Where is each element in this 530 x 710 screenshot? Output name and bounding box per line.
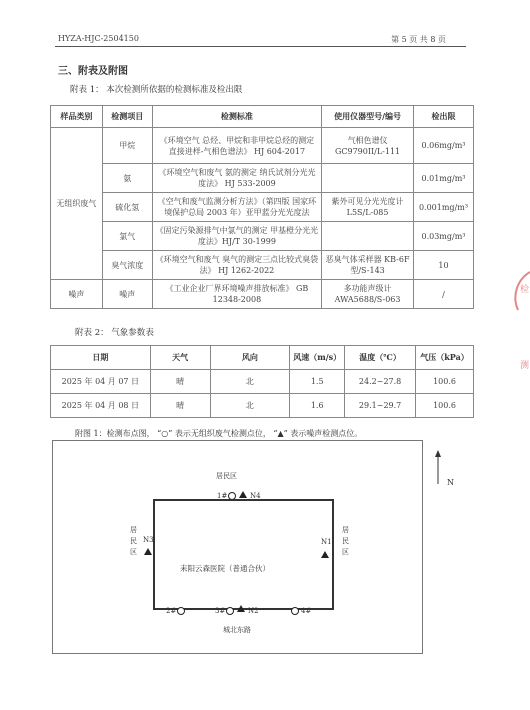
point-label-4: 4#	[301, 607, 312, 615]
limit-cell: 0.01mg/m³	[413, 164, 473, 193]
header-cell: 样品类别	[51, 106, 103, 128]
point-label-2: 2#	[166, 607, 177, 615]
noise-point-n2-icon	[237, 605, 245, 612]
item-cell: 臭气浓度	[102, 251, 152, 280]
header-cell: 风向	[210, 346, 290, 370]
air-point-2-icon	[177, 607, 185, 615]
table-row	[51, 193, 474, 222]
table-cell: 29.1~29.7	[345, 394, 416, 418]
site-name: 耒阳云森医院（普通合伙）	[180, 564, 270, 573]
top-residential-label: 居民区	[216, 472, 237, 480]
limit-cell: 10	[413, 251, 473, 280]
table-row	[51, 280, 474, 309]
header-cell: 温度（℃）	[345, 346, 416, 370]
standard-cell: 《环境空气和废气 氨的测定 纳氏试剂分光光度法》 HJ 533-2009	[152, 164, 321, 193]
limit-cell: 0.06mg/m³	[413, 128, 473, 164]
item-cell: 氨	[102, 164, 152, 193]
instrument-cell: 气相色谱仪 GC9790II/L-111	[322, 128, 414, 164]
item-cell: 硫化氢	[102, 193, 152, 222]
standards-table	[50, 105, 474, 309]
limit-cell: 0.03mg/m³	[413, 222, 473, 251]
noise-point-n1-icon	[321, 551, 329, 558]
table-cell: 24.2~27.8	[345, 370, 416, 394]
monitoring-layout-map	[52, 440, 423, 654]
official-seal-stamp	[510, 270, 530, 380]
header-cell: 风速（m/s）	[290, 346, 345, 370]
svg-text:测: 测	[520, 361, 530, 371]
point-label-1: 1#	[217, 492, 228, 500]
table-row	[51, 394, 474, 418]
svg-text:检: 检	[520, 285, 530, 295]
noise-point-n3-icon	[144, 548, 152, 555]
figure1-caption: 附图 1：检测布点图， “○” 表示无组织废气检测点位， “▲” 表示噪声检测点位。	[75, 429, 363, 438]
table-row	[51, 370, 474, 394]
weather-table	[50, 345, 474, 418]
standard-cell: 《工业企业厂界环境噪声排放标准》 GB 12348-2008	[152, 280, 321, 309]
table-cell: 2025 年 04 月 07 日	[51, 370, 151, 394]
table2-caption: 附表 2： 气象参数表	[75, 328, 154, 338]
instrument-cell: 紫外可见分光光度计 L5S/L-085	[322, 193, 414, 222]
noise-point-n4-icon	[239, 491, 247, 498]
point-label-3: 3#	[215, 607, 226, 615]
instrument-cell: 恶臭气体采样器 KB-6F 型/S-143	[322, 251, 414, 280]
left-residential-label: 居 民 区	[130, 526, 137, 556]
standard-cell: 《环境空气 总烃、甲烷和非甲烷总烃的测定 直接进样-气相色谱法》 HJ 604-2017	[152, 128, 321, 164]
point-label-n1: N1	[321, 538, 332, 546]
section-title: 三、附表及附图	[58, 66, 128, 77]
instrument-cell	[322, 164, 414, 193]
standard-cell: 《空气和废气监测分析方法》（第四版 国家环境保护总局 2003 年）亚甲蓝分光光度法	[152, 193, 321, 222]
table1-caption: 附表 1： 本次检测所依据的检测标准及检出限	[70, 85, 243, 95]
instrument-cell	[322, 222, 414, 251]
table-cell: 2025 年 04 月 08 日	[51, 394, 151, 418]
header-cell: 日期	[51, 346, 151, 370]
item-cell: 甲烷	[102, 128, 152, 164]
table-cell: 100.6	[416, 370, 474, 394]
table-cell: 1.5	[290, 370, 345, 394]
standard-cell: 《固定污染源排气中氯气的测定 甲基橙分光光度法》HJ/T 30-1999	[152, 222, 321, 251]
item-cell: 氯气	[102, 222, 152, 251]
hospital-site-boundary	[153, 499, 334, 610]
header-cell: 气压（kPa）	[416, 346, 474, 370]
air-point-4-icon	[291, 607, 299, 615]
table-cell: 晴	[150, 370, 210, 394]
header-cell: 检测标准	[152, 106, 321, 128]
table-cell: 北	[210, 394, 290, 418]
report-number: HYZA-HJC-2504150	[58, 34, 139, 43]
page-number: 第 5 页 共 8 页	[391, 35, 446, 44]
header-divider	[55, 46, 466, 47]
category-cell: 无组织废气	[51, 128, 103, 280]
point-label-n2: N2	[248, 607, 259, 615]
north-label: N	[447, 478, 454, 487]
point-label-n4: N4	[250, 492, 261, 500]
point-label-n3: N3	[143, 536, 154, 544]
table-row	[51, 128, 474, 164]
table-cell: 北	[210, 370, 290, 394]
table-row	[51, 164, 474, 193]
header-cell: 检出限	[413, 106, 473, 128]
limit-cell: 0.001mg/m³	[413, 193, 473, 222]
right-residential-label: 居 民 区	[342, 526, 349, 556]
item-cell: 噪声	[102, 280, 152, 309]
table-row	[51, 222, 474, 251]
table-cell: 晴	[150, 394, 210, 418]
category-cell: 噪声	[51, 280, 103, 309]
north-arrow-icon	[432, 450, 456, 498]
table-row	[51, 251, 474, 280]
air-point-3-icon	[226, 607, 234, 615]
standard-cell: 《环境空气和废气 臭气的测定三点比较式臭袋法》 HJ 1262-2022	[152, 251, 321, 280]
limit-cell: /	[413, 280, 473, 309]
table-cell: 100.6	[416, 394, 474, 418]
header-cell: 天气	[150, 346, 210, 370]
header-cell: 使用仪器型号/编号	[322, 106, 414, 128]
header-cell: 检测项目	[102, 106, 152, 128]
road-label: 城北东路	[223, 626, 251, 634]
instrument-cell: 多功能声级计 AWA5688/S-063	[322, 280, 414, 309]
table-cell: 1.6	[290, 394, 345, 418]
